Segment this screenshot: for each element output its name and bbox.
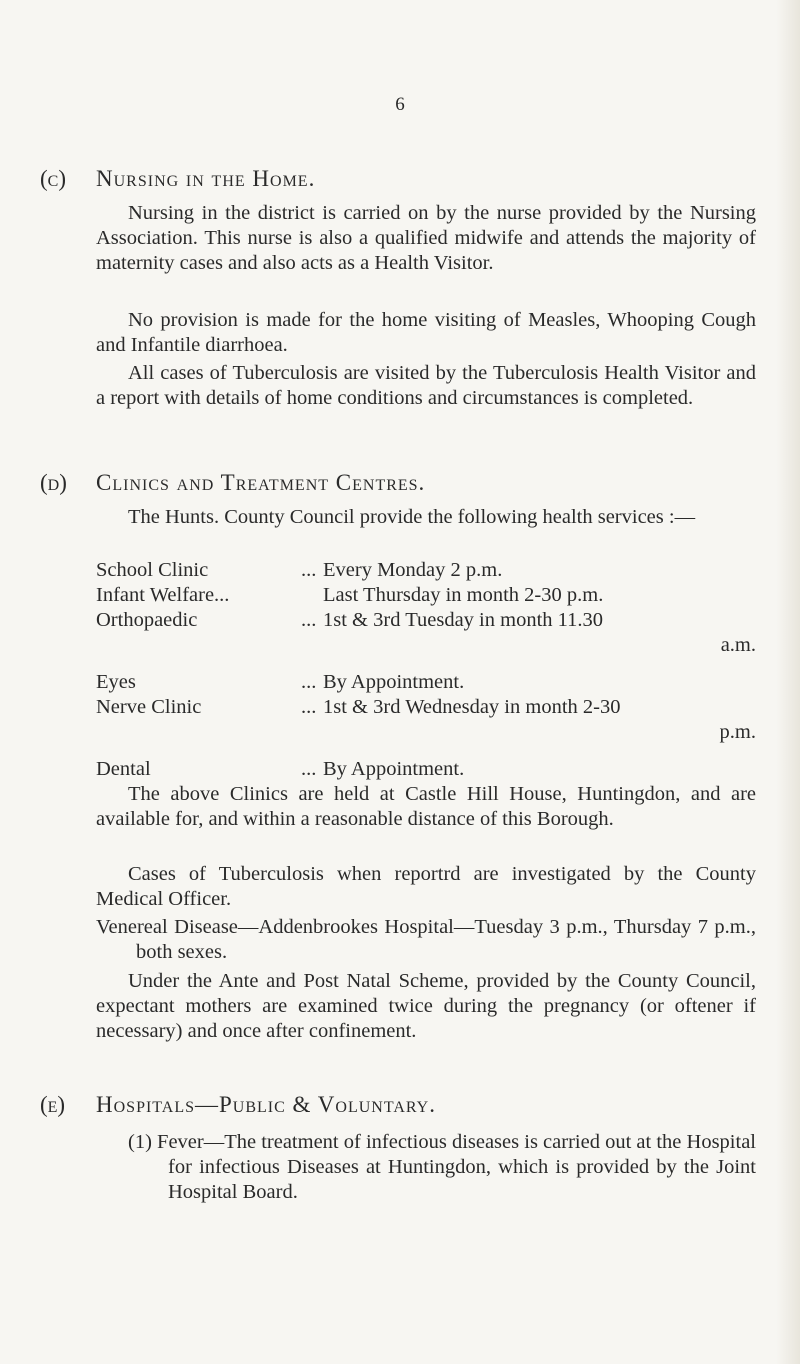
- schedule-dots: [301, 583, 323, 608]
- schedule-dots: ...: [301, 758, 317, 780]
- schedule-time: By Appointment.: [323, 758, 465, 780]
- schedule-time: 1st & 3rd Wednesday in month 2-30: [323, 696, 621, 718]
- section-d-heading: [40, 470, 425, 496]
- schedule-service: School Clinic: [96, 559, 209, 581]
- schedule-time: By Appointment.: [323, 671, 465, 693]
- schedule-service: Eyes: [96, 671, 136, 693]
- schedule-service: Dental: [96, 758, 151, 780]
- schedule-service: Nerve Clinic: [96, 696, 202, 718]
- section-e-heading: [40, 1092, 436, 1118]
- schedule-row-school-clinic: [96, 558, 756, 583]
- schedule-time: Last Thursday in month 2-30 p.m.: [323, 584, 604, 606]
- section-c-mark: (c): [40, 166, 66, 191]
- schedule-row-orthopaedic: [96, 608, 756, 658]
- schedule-row-dental: [96, 757, 756, 782]
- page-edge-shadow: [776, 0, 800, 1364]
- schedule-service: Infant Welfare...: [96, 584, 230, 606]
- schedule-service: Orthopaedic: [96, 609, 198, 631]
- schedule-time: 1st & 3rd Tuesday in month 11.30: [323, 609, 604, 631]
- section-c-title: Nursing in the Home.: [96, 166, 316, 191]
- section-e-item-1: (1) Fever—The treatment of infectious diseases is carried out at the Hospital for infectious Diseases at Huntingdon, which is provided by the Joint Hospital Board.: [128, 1131, 756, 1203]
- section-d-title: Clinics and Treatment Centres.: [96, 470, 426, 495]
- schedule-time-wrap: [323, 608, 756, 658]
- section-c-paragraph-1: Nursing in the district is carried on by the nurse provided by the Nursing Association. This nurse is also a qualified midwife and attends the majority of maternity cases and also acts as a Health Visitor.: [96, 202, 756, 274]
- section-d-paragraph-4: Under the Ante and Post Natal Scheme, provided by the County Council, expectant mothers are examined twice during the pregnancy (or oftener if necessary) and once after confinement.: [96, 970, 756, 1042]
- schedule-time-cont: a.m.: [720, 634, 756, 656]
- schedule-row-nerve-clinic: [96, 695, 756, 745]
- clinic-schedule: [96, 558, 756, 782]
- schedule-time: Every Monday 2 p.m.: [323, 559, 503, 581]
- schedule-dots: ...: [301, 609, 317, 631]
- section-d-paragraph-1: The above Clinics are held at Castle Hill House, Huntingdon, and are available for, and within a reasonable distance of this Borough.: [96, 783, 756, 830]
- schedule-dots: ...: [301, 559, 317, 581]
- section-e-mark: (e): [40, 1092, 66, 1117]
- schedule-dots: ...: [301, 671, 317, 693]
- page-number: 6: [395, 94, 405, 115]
- schedule-time-wrap: [323, 695, 756, 745]
- schedule-dots: ...: [301, 696, 317, 718]
- section-d-intro: The Hunts. County Council provide the following health services :—: [128, 506, 696, 528]
- section-d-paragraph-3: Venereal Disease—Addenbrookes Hospital—Tuesday 3 p.m., Thursday 7 p.m., both sexes.: [96, 916, 756, 963]
- schedule-row-eyes: [96, 670, 756, 695]
- section-c-heading: [40, 166, 315, 192]
- section-d-paragraph-2: Cases of Tuberculosis when reportrd are investigated by the County Medical Officer.: [96, 863, 756, 910]
- section-d-mark: (d): [40, 470, 67, 495]
- schedule-row-infant-welfare: [96, 583, 756, 608]
- section-e-title: Hospitals—Public & Voluntary.: [96, 1092, 436, 1117]
- section-c-paragraph-3: All cases of Tuberculosis are visited by the Tuberculosis Health Visitor and a report with details of home conditions and circumstances is completed.: [96, 362, 756, 409]
- section-c-paragraph-2: No provision is made for the home visiting of Measles, Whooping Cough and Infantile diarrhoea.: [96, 309, 756, 356]
- schedule-time-cont: p.m.: [719, 721, 756, 743]
